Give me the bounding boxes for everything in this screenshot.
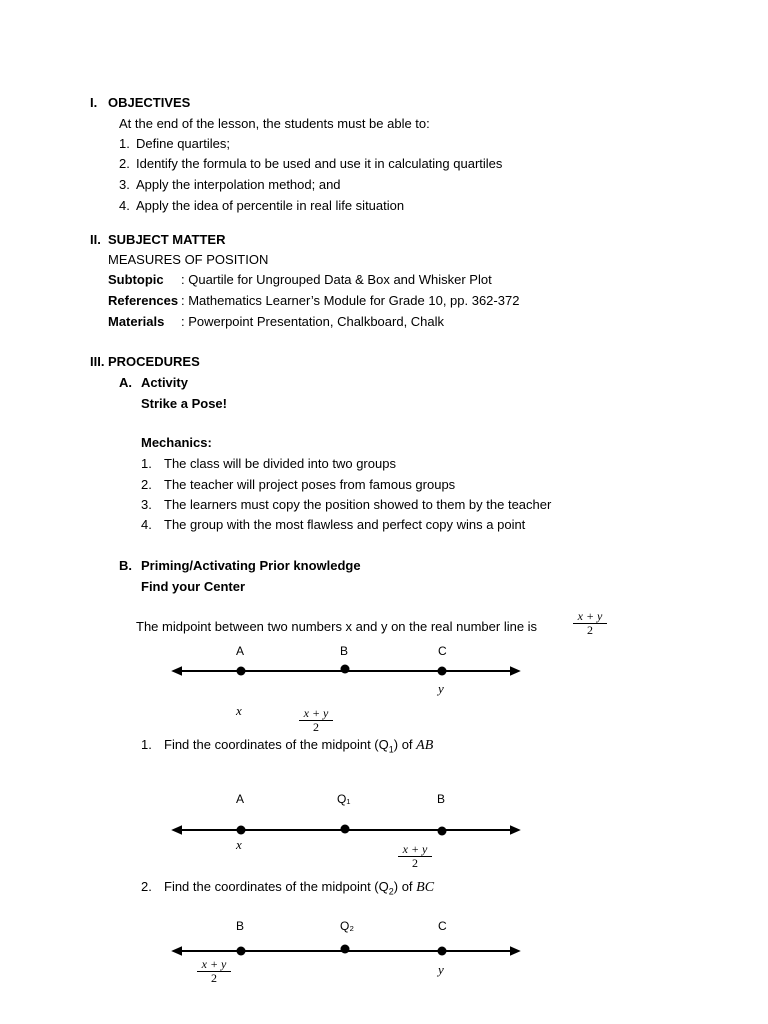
objective-text: Apply the idea of percentile in real life situation [136,198,405,213]
line2-value-x: x [236,837,242,852]
line1-label-b: B [340,644,349,658]
subtopic-label: Subtopic [108,272,164,287]
point-b [237,947,246,956]
fraction-numerator: x + y [299,707,333,721]
line1-label-c: C [438,644,447,658]
materials-value: : Powerpoint Presentation, Chalkboard, Chalk [181,314,445,329]
line3-label-c: C [438,919,447,933]
subtopic-value: : Quartile for Ungrouped Data & Box and Whisker Plot [181,272,492,287]
point-b [438,827,447,836]
question-2-text-post: ) of [393,879,413,894]
segment-bc: BC [416,880,435,895]
point-c [438,947,447,956]
references-value: : Mathematics Learner’s Module for Grade 10, pp. 362-372 [181,293,520,308]
question-2-sub: 2 [388,886,394,897]
question-1 [164,737,433,758]
line2-label-a: A [236,792,245,806]
question-1-text-pre: Find the coordinates of the midpoint (Q [164,737,389,752]
fraction-numerator: x + y [573,610,607,624]
line2-label-b: B [437,792,446,806]
mechanic-num: 2. [141,477,152,492]
priming-name: Find your Center [141,579,246,594]
activity-letter: A. [119,375,132,390]
objectives-heading: OBJECTIVES [108,95,191,110]
mechanic-num: 3. [141,497,152,512]
priming-letter: B. [119,558,132,573]
mechanics-label: Mechanics: [141,435,212,450]
mechanic-num: 1. [141,456,152,471]
line2-midpoint-fraction [398,843,432,870]
fraction-denominator: 2 [587,623,593,637]
point-q1 [341,825,350,834]
mechanic-text: The teacher will project poses from famous groups [164,477,456,492]
segment-ab: AB [416,738,434,753]
point-a [237,667,246,676]
midpoint-text: The midpoint between two numbers x and y on the real number line is [136,619,538,634]
fraction-numerator: x + y [197,958,231,972]
point-c [438,667,447,676]
activity-title: Activity [141,375,188,390]
objective-text: Define quartiles; [136,136,230,151]
fraction-numerator: x + y [398,843,432,857]
objective-num: 3. [119,177,130,192]
line1-label-a: A [236,644,245,658]
question-1-num: 1. [141,737,152,752]
fraction-denominator: 2 [211,971,217,985]
priming-title: Priming/Activating Prior knowledge [141,558,361,573]
point-q2 [341,945,350,954]
subject-topic: MEASURES OF POSITION [108,252,269,267]
line2-label-q1: Q₁ [337,792,351,806]
point-a [237,826,246,835]
mechanic-num: 4. [141,517,152,532]
line1-midpoint-fraction [299,707,333,734]
objective-num: 2. [119,156,130,171]
mechanic-text: The class will be divided into two groups [164,456,396,471]
line3-label-q2: Q₂ [340,919,354,933]
question-1-text-post: ) of [393,737,413,752]
objective-num: 1. [119,136,130,151]
question-1-sub: 1 [388,744,394,755]
objective-num: 4. [119,198,130,213]
fraction-denominator: 2 [313,720,319,734]
objective-text: Apply the interpolation method; and [136,177,341,192]
mechanic-text: The group with the most flawless and perfect copy wins a point [164,517,526,532]
question-2-num: 2. [141,879,152,894]
activity-name: Strike a Pose! [141,396,227,411]
question-2 [164,879,434,900]
line3-value-y: y [438,962,444,977]
mechanic-text: The learners must copy the position showed to them by the teacher [164,497,552,512]
procedures-heading: PROCEDURES [108,354,200,369]
line1-value-y: y [438,681,444,696]
objective-text: Identify the formula to be used and use it in calculating quartiles [136,156,503,171]
references-label: References [108,293,179,308]
objectives-numeral: I. [90,95,98,110]
fraction-denominator: 2 [412,856,418,870]
materials-label: Materials [108,314,165,329]
procedures-numeral: III. [90,354,105,369]
line1-value-x: x [236,703,242,718]
point-b [341,665,350,674]
subject-matter-heading: SUBJECT MATTER [108,232,226,247]
line3-label-b: B [236,919,245,933]
subject-matter-numeral: II. [90,232,101,247]
line3-midpoint-fraction [197,958,231,985]
objectives-intro: At the end of the lesson, the students must be able to: [119,116,430,131]
question-2-text-pre: Find the coordinates of the midpoint (Q [164,879,389,894]
